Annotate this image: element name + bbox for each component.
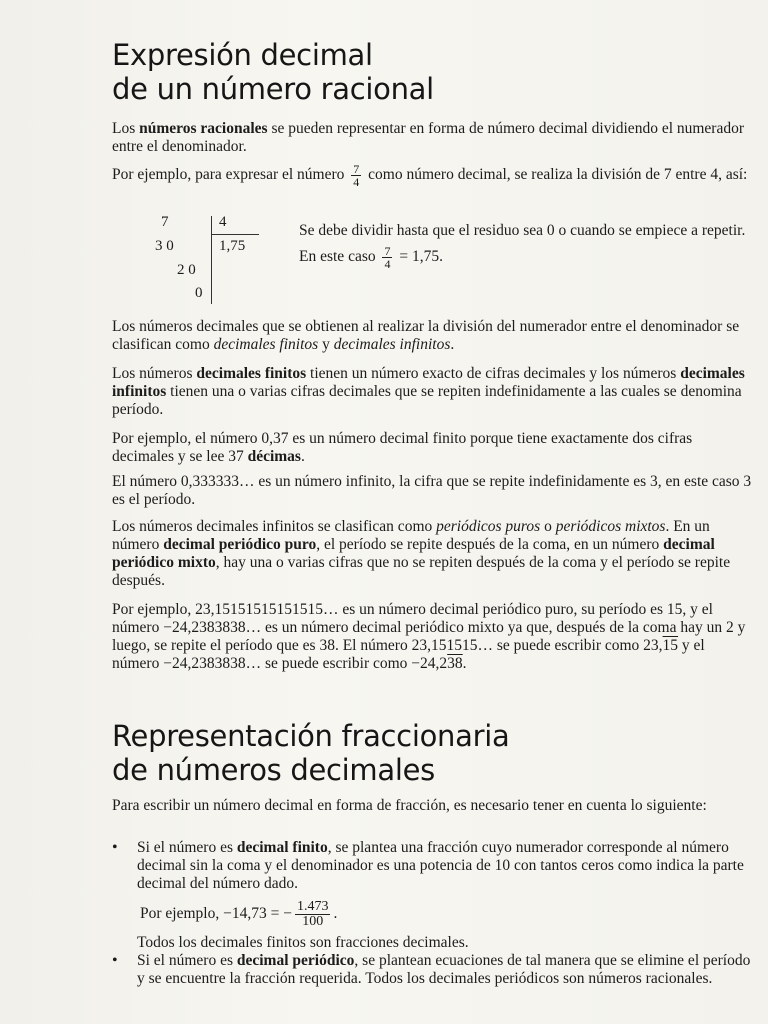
title-line-1: Expresión decimal bbox=[112, 38, 373, 72]
paragraph-periodic-example: Por ejemplo, 23,15151515151515… es un número decimal periódico puro, su período es 15, y el número −24,2383838… es un número decimal periódico mixto ya que, después de la coma hay un 2 y luego, se repite el período que es 38. El número 23,151515… se puede escribir como 23,15 y el número −24,2383838… se puede escribir como −24,238. bbox=[112, 601, 746, 672]
remainder-1: 3 0 bbox=[155, 238, 174, 254]
intro-paragraph: Los números racionales se pueden representar en forma de número decimal dividiendo el numerador entre el denominador. bbox=[112, 120, 745, 155]
bullet-1: • bbox=[112, 839, 118, 856]
fraction-7-4-result: $\frac{7}{4}$ bbox=[384, 243, 391, 271]
title2-line-2: de números decimales bbox=[112, 753, 435, 787]
title-line-2: de un número racional bbox=[112, 72, 434, 106]
quotient: 1,75 bbox=[219, 238, 246, 254]
paragraph-periodic: Los números decimales infinitos se clasifican como periódicos puros o periódicos mixtos. En un número decimal periódico puro, el período se repite después de la coma, en un número decimal periódico mixto, hay una o varias cifras que no se repiten después de la coma y el período se repite después. bbox=[112, 518, 731, 589]
section-title-decimal-expression bbox=[112, 38, 434, 106]
remainder-2: 2 0 bbox=[177, 262, 196, 278]
divisor: 4 bbox=[219, 214, 227, 230]
fraction-7-4: $\frac{7}{4}$ bbox=[353, 162, 360, 189]
division-horizontal-line bbox=[211, 234, 259, 235]
long-division bbox=[155, 212, 275, 304]
division-note: Se debe dividir hasta que el residuo sea 0 o cuando se empiece a repetir. En este caso $\frac{7}{4}$ = 1,75. bbox=[299, 222, 746, 271]
section2-intro: Para escribir un número decimal en forma de fracción, es necesario tener en cuenta lo siguiente: bbox=[112, 797, 707, 814]
remainder-3: 0 bbox=[195, 285, 203, 301]
example-paragraph: Por ejemplo, para expresar el número $\frac{7}{4}$ como número decimal, se realiza la división de 7 entre 4, así: bbox=[112, 162, 748, 189]
paragraph-classification: Los números decimales que se obtienen al realizar la división del numerador entre el denominador se clasifican como decimales finitos y decimales infinitos. bbox=[112, 318, 740, 353]
bullet-finite: Si el número es decimal finito, se plantea una fracción cuyo numerador corresponde al número decimal sin la coma y el denominador es una potencia de 10 con tantos ceros como indica la parte decimal del número dado. bbox=[137, 839, 744, 892]
paragraph-finite-infinite: Los números decimales finitos tienen un número exacto de cifras decimales y los números decimales infinitos tienen una o varias cifras decimales que se repiten indefinidamente a las cuales se denomina período. bbox=[112, 365, 745, 418]
bullet-periodic: Si el número es decimal periódico, se plantean ecuaciones de tal manera que se elimine el período y se encuentre la fracción requerida. Todos los decimales periódicos son números racionales. bbox=[137, 952, 751, 987]
finite-fraction-example: Por ejemplo, −14,73 = − $\frac{1.473}{100}$ . bbox=[140, 899, 338, 929]
section-title-fraction-representation bbox=[112, 719, 509, 787]
division-vertical-line bbox=[211, 216, 212, 304]
title2-line-1: Representación fraccionaria bbox=[112, 719, 510, 753]
dividend: 7 bbox=[161, 214, 169, 230]
paragraph-infinite-example: El número 0,333333… es un número infinito, la cifra que se repite indefinidamente es 3, en este caso 3 es el período. bbox=[112, 473, 752, 508]
finite-note: Todos los decimales finitos son fracciones decimales. bbox=[137, 934, 469, 951]
paragraph-finite-example: Por ejemplo, el número 0,37 es un número decimal finito porque tiene exactamente dos cifras decimales y se lee 37 décimas. bbox=[112, 430, 693, 465]
bullet-2: • bbox=[112, 952, 118, 969]
fraction-1473-100: $\frac{1.473}{100}$ bbox=[296, 899, 329, 929]
